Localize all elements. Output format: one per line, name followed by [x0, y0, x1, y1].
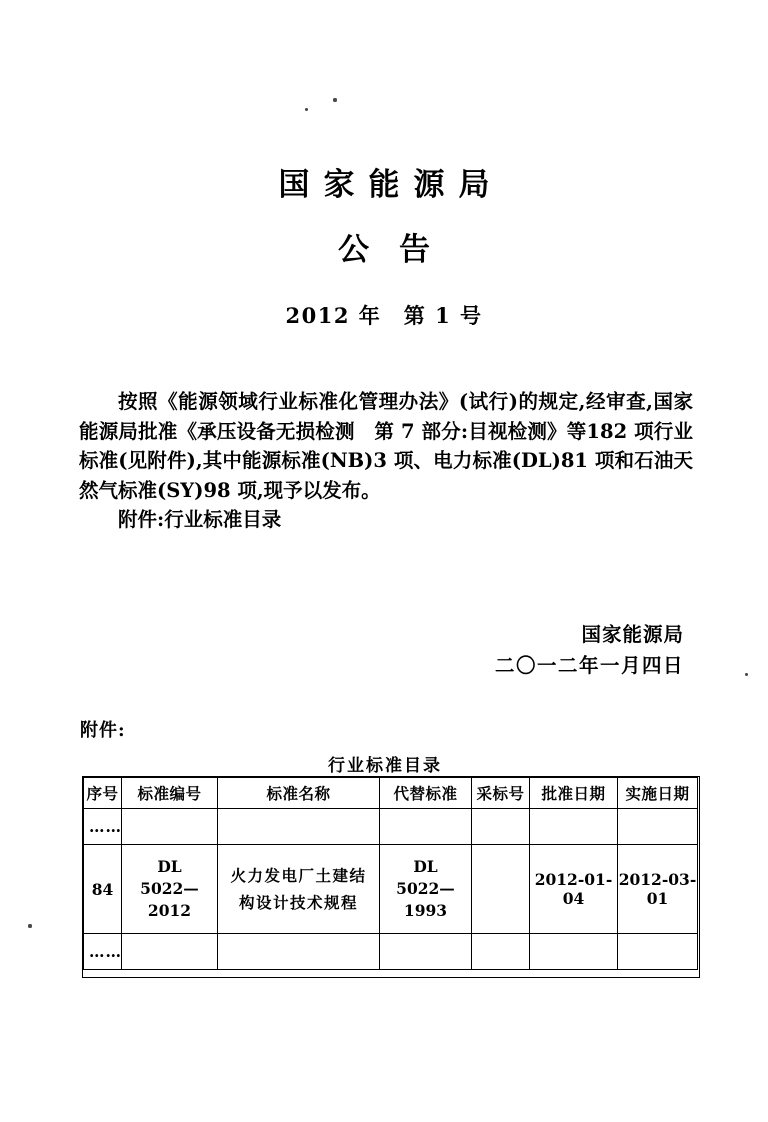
- body-paragraph-attachment: 附件:行业标准目录: [118, 508, 282, 531]
- cell-standard-name-line1: 火力发电厂土建结: [230, 866, 367, 885]
- cell-standard-no-line2: 5022—2012: [140, 879, 199, 920]
- cell-seq: ……: [84, 934, 122, 970]
- cell-seq: ……: [84, 809, 122, 845]
- column-header-standard-no: 标准编号: [122, 778, 218, 809]
- scan-speck: [305, 108, 308, 111]
- document-type-title: 公告: [338, 232, 460, 268]
- attachment-label: 附件:: [80, 720, 126, 741]
- table-row: [84, 934, 698, 970]
- column-header-standard-name: 标准名称: [218, 778, 380, 809]
- cell-replaced-standard: [380, 845, 472, 934]
- cell-approval-date: [530, 934, 618, 970]
- cell-adopted-no: [472, 934, 530, 970]
- column-header-effective-date: 实施日期: [618, 778, 698, 809]
- table-caption: 行业标准目录: [328, 756, 442, 776]
- column-header-seq: 序号: [84, 778, 122, 809]
- signature-date: 二〇一二年一月四日: [494, 654, 684, 677]
- cell-adopted-no: [472, 809, 530, 845]
- scan-speck: [333, 98, 337, 102]
- table-header-row: [84, 778, 698, 809]
- body-text: [79, 387, 693, 535]
- cell-effective-date: 2012-03-01: [618, 845, 698, 934]
- cell-effective-date: [618, 934, 698, 970]
- cell-seq: 84: [84, 845, 122, 934]
- column-header-adopted-no: 采标号: [472, 778, 530, 809]
- page-title: 国家能源局: [278, 167, 504, 203]
- cell-replaced-standard: [380, 809, 472, 845]
- standards-table: [83, 777, 698, 970]
- column-header-replaced-standard: 代替标准: [380, 778, 472, 809]
- cell-standard-no: [122, 934, 218, 970]
- table-row: [84, 845, 698, 934]
- cell-replaced-standard-line2: 5022—1993: [396, 879, 455, 920]
- cell-replaced-standard-line1: DL: [413, 857, 438, 876]
- signature-organization: 国家能源局: [581, 623, 684, 646]
- cell-standard-no: [122, 809, 218, 845]
- cell-approval-date: [530, 809, 618, 845]
- cell-standard-no-line1: DL: [157, 857, 182, 876]
- scan-speck: [28, 924, 32, 928]
- cell-standard-name-line2: 构设计技术规程: [238, 893, 358, 912]
- cell-standard-name: [218, 809, 380, 845]
- cell-standard-name: [218, 845, 380, 934]
- cell-effective-date: [618, 809, 698, 845]
- cell-replaced-standard: [380, 934, 472, 970]
- cell-standard-name: [218, 934, 380, 970]
- body-paragraph-main: 按照《能源领域行业标准化管理办法》(试行)的规定,经审查,国家能源局批准《承压设备无损检测 第 7 部分:目视检测》等182 项行业标准(见附件),其中能源标准(NB)3 项、电力标准(DL)81 项和石油天然气标准(SY)98 项,现予以发布。: [79, 390, 693, 502]
- issue-number: 2012 年 第 1 号: [285, 303, 483, 328]
- cell-approval-date: 2012-01-04: [530, 845, 618, 934]
- table-row: [84, 809, 698, 845]
- cell-adopted-no: [472, 845, 530, 934]
- cell-standard-no: [122, 845, 218, 934]
- column-header-approval-date: 批准日期: [530, 778, 618, 809]
- scan-speck: [745, 673, 748, 676]
- signature-block: [495, 619, 684, 681]
